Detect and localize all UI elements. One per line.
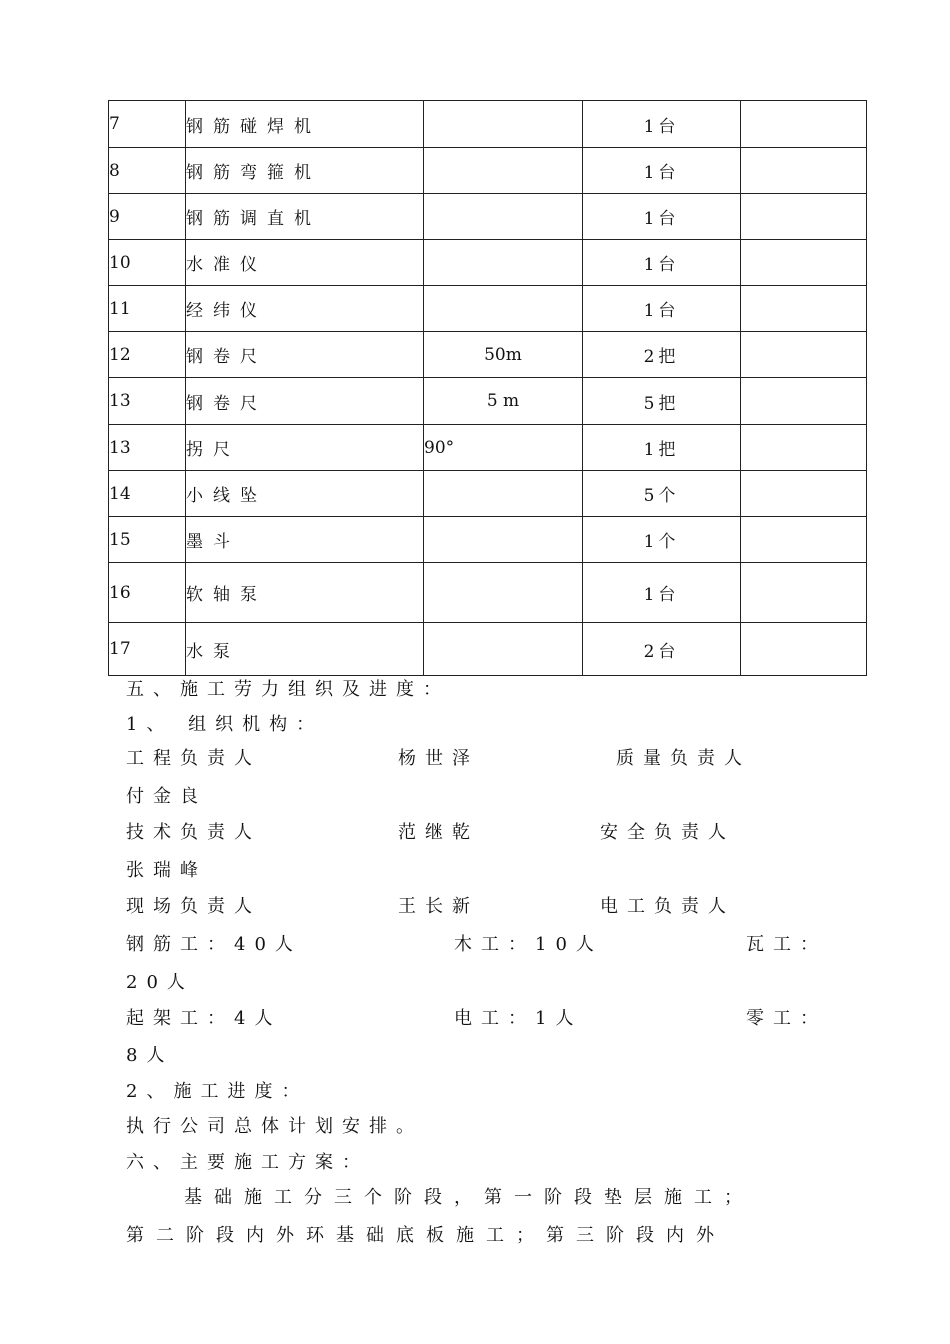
equipment-name: 拐尺 <box>186 425 424 471</box>
equipment-quantity: 1台 <box>583 194 741 240</box>
equipment-note <box>741 240 867 286</box>
equipment-note <box>741 471 867 517</box>
equipment-note <box>741 148 867 194</box>
progress-text: 执行公司总体计划安排。 <box>126 1116 423 1137</box>
section6-paragraph-line-2: 第二阶段内外环基础底板施工；第三阶段内外 <box>126 1225 726 1246</box>
table-row <box>109 101 867 148</box>
equipment-spec <box>424 563 583 623</box>
site-leader-name: 王长新 <box>398 896 479 917</box>
laborer-workers-count: 8人 <box>126 1045 174 1066</box>
equipment-note <box>741 563 867 623</box>
equipment-name: 钢卷尺 <box>186 378 424 425</box>
equipment-table-body <box>109 101 867 676</box>
row-number: 7 <box>109 101 186 148</box>
safety-leader-label: 安全负责人 <box>600 822 735 843</box>
table-row <box>109 378 867 425</box>
equipment-quantity: 1个 <box>583 517 741 563</box>
equipment-note <box>741 286 867 332</box>
equipment-name: 水泵 <box>186 623 424 676</box>
laborer-workers-label: 零工： <box>746 1008 827 1029</box>
table-row <box>109 286 867 332</box>
equipment-spec: 90° <box>424 425 583 471</box>
equipment-quantity: 1把 <box>583 425 741 471</box>
section6-paragraph-line-1: 基础施工分三个阶段，第一阶段垫层施工； <box>184 1187 754 1208</box>
quality-leader-label: 质量负责人 <box>616 748 751 769</box>
row-number: 13 <box>109 378 186 425</box>
project-leader-name: 杨世泽 <box>398 748 479 769</box>
equipment-spec <box>424 240 583 286</box>
equipment-quantity: 2把 <box>583 332 741 378</box>
org-heading: 1、 组织机构： <box>126 714 324 735</box>
rebar-workers: 钢筋工：40人 <box>126 934 302 955</box>
table-row <box>109 240 867 286</box>
equipment-quantity: 5个 <box>583 471 741 517</box>
row-number: 14 <box>109 471 186 517</box>
tech-leader-label: 技术负责人 <box>126 822 261 843</box>
rigger-workers: 起架工：4人 <box>126 1008 282 1029</box>
tech-leader-name: 范继乾 <box>398 822 479 843</box>
row-number: 9 <box>109 194 186 240</box>
equipment-note <box>741 425 867 471</box>
quality-leader-name: 付金良 <box>126 786 207 807</box>
equipment-spec <box>424 194 583 240</box>
equipment-quantity: 1台 <box>583 148 741 194</box>
equipment-name: 钢卷尺 <box>186 332 424 378</box>
equipment-note <box>741 101 867 148</box>
table-row <box>109 517 867 563</box>
table-row <box>109 563 867 623</box>
section6-heading: 六、主要施工方案： <box>126 1152 369 1173</box>
row-number: 11 <box>109 286 186 332</box>
progress-heading: 2、施工进度： <box>126 1081 309 1102</box>
equipment-spec <box>424 623 583 676</box>
equipment-spec: 5 m <box>424 378 583 425</box>
mason-workers-count: 20人 <box>126 972 194 993</box>
equipment-spec <box>424 148 583 194</box>
site-leader-label: 现场负责人 <box>126 896 261 917</box>
table-row <box>109 148 867 194</box>
equipment-name: 钢筋弯箍机 <box>186 148 424 194</box>
equipment-quantity: 5把 <box>583 378 741 425</box>
equipment-name: 经纬仪 <box>186 286 424 332</box>
equipment-name: 小线坠 <box>186 471 424 517</box>
equipment-name: 水准仪 <box>186 240 424 286</box>
equipment-name: 软轴泵 <box>186 563 424 623</box>
equipment-quantity: 1台 <box>583 240 741 286</box>
row-number: 15 <box>109 517 186 563</box>
equipment-spec <box>424 471 583 517</box>
equipment-spec <box>424 286 583 332</box>
table-row <box>109 332 867 378</box>
table-row <box>109 194 867 240</box>
equipment-quantity: 2台 <box>583 623 741 676</box>
equipment-spec: 50m <box>424 332 583 378</box>
safety-leader-name: 张瑞峰 <box>126 860 207 881</box>
row-number: 10 <box>109 240 186 286</box>
row-number: 17 <box>109 623 186 676</box>
electrical-leader-label: 电工负责人 <box>600 896 735 917</box>
equipment-table <box>108 100 867 676</box>
equipment-name: 墨斗 <box>186 517 424 563</box>
equipment-note <box>741 623 867 676</box>
equipment-quantity: 1台 <box>583 286 741 332</box>
equipment-name: 钢筋调直机 <box>186 194 424 240</box>
equipment-quantity: 1台 <box>583 101 741 148</box>
row-number: 13 <box>109 425 186 471</box>
carpenter-workers: 木工：10人 <box>454 934 603 955</box>
equipment-note <box>741 378 867 425</box>
table-row <box>109 623 867 676</box>
equipment-note <box>741 194 867 240</box>
row-number: 12 <box>109 332 186 378</box>
equipment-name: 钢筋碰焊机 <box>186 101 424 148</box>
project-leader-label: 工程负责人 <box>126 748 261 769</box>
row-number: 8 <box>109 148 186 194</box>
equipment-spec <box>424 517 583 563</box>
equipment-note <box>741 517 867 563</box>
table-row <box>109 471 867 517</box>
equipment-note <box>741 332 867 378</box>
table-row <box>109 425 867 471</box>
section5-heading: 五、施工劳力组织及进度： <box>126 679 450 700</box>
equipment-spec <box>424 101 583 148</box>
electrician-workers: 电工：1人 <box>454 1008 583 1029</box>
row-number: 16 <box>109 563 186 623</box>
equipment-quantity: 1台 <box>583 563 741 623</box>
mason-workers-label: 瓦工： <box>746 934 827 955</box>
